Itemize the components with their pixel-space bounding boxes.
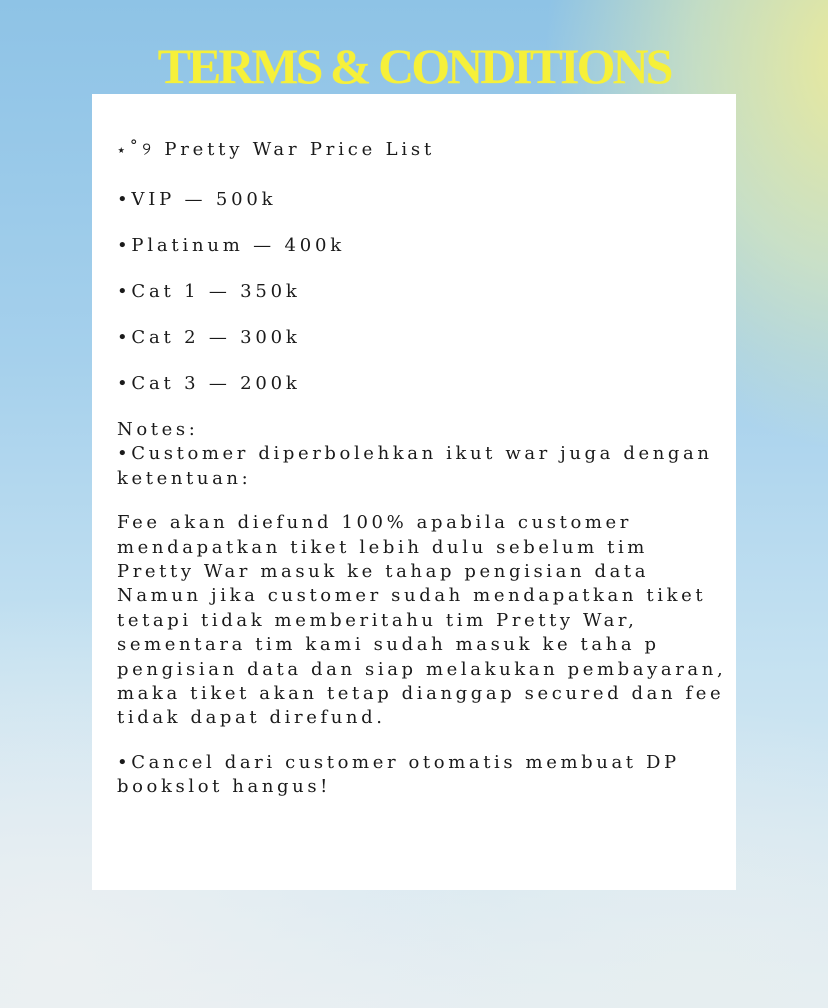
paragraph-line: Fee akan diefund 100% apabila customer [117, 512, 633, 534]
page-title: TERMS & CONDITIONS [157, 38, 671, 94]
cancel-line: bookslot hangus! [117, 776, 331, 798]
price-list-heading: ⋆˚୨ Pretty War Price List [117, 139, 435, 160]
notes-section [117, 418, 724, 491]
paragraph-line: maka tiket akan tetap dianggap secured dan fee [117, 683, 725, 705]
paragraph-line: pengisian data dan siap melakukan pembayaran, [117, 658, 727, 680]
paragraph-line: tidak dapat direfund. [117, 707, 386, 729]
price-item-platinum: •Platinum — 400k [117, 235, 345, 256]
price-item-cat-2: •Cat 2 — 300k [117, 327, 301, 348]
notes-line: ketentuan: [117, 467, 252, 489]
notes-line: •Customer diperbolehkan ikut war juga dengan [117, 443, 713, 465]
price-item-vip: •VIP — 500k [117, 189, 277, 210]
price-item-cat-1: •Cat 1 — 350k [117, 281, 301, 302]
cancel-line: •Cancel dari customer otomatis membuat DP [117, 751, 680, 773]
price-item-cat-3: •Cat 3 — 200k [117, 373, 301, 394]
cancel-policy [117, 751, 724, 800]
paragraph-line: Pretty War masuk ke tahap pengisian data [117, 561, 650, 583]
paragraph-line: sementara tim kami sudah masuk ke taha p [117, 634, 660, 656]
paragraph-line: Namun jika customer sudah mendapatkan tiket [117, 585, 707, 607]
refund-policy-paragraph [117, 511, 727, 731]
terms-card [92, 94, 736, 890]
notes-label: Notes: [117, 419, 199, 440]
paragraph-line: tetapi tidak memberitahu tim Pretty War, [117, 609, 638, 631]
paragraph-line: mendapatkan tiket lebih dulu sebelum tim [117, 536, 648, 558]
